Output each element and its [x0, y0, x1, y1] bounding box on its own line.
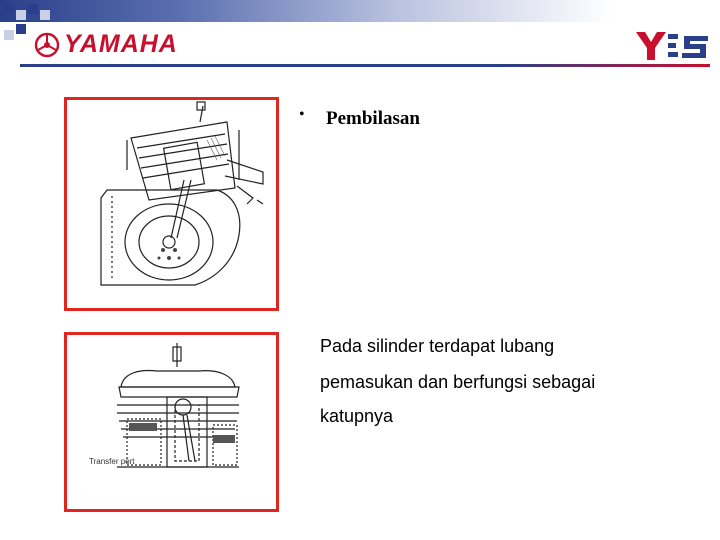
decor-square [16, 24, 26, 34]
yamaha-logo [34, 30, 178, 59]
decor-square [4, 30, 14, 40]
bullet-title: Pembilasan [326, 108, 420, 129]
paragraph-line: pemasukan dan berfungsi sebagai [320, 372, 596, 392]
transfer-port-diagram [67, 335, 276, 509]
decor-square [40, 10, 50, 20]
bullet-marker: • [299, 106, 305, 123]
transfer-port-label: Transfer port [89, 457, 135, 466]
paragraph-line: katupnya [320, 406, 394, 426]
decor-square [28, 4, 38, 14]
header-gradient-band [0, 0, 720, 22]
decor-square [4, 4, 14, 14]
yes-logo-icon [636, 28, 710, 62]
yamaha-emblem-icon [34, 32, 60, 58]
decor-square [16, 10, 26, 20]
yamaha-wordmark: YAMAHA [64, 30, 178, 58]
figure-transfer-port [64, 332, 279, 512]
paragraph-line: Pada silinder terdapat lubang [320, 336, 555, 356]
engine-cutaway-diagram [67, 100, 276, 308]
header-divider-line [20, 64, 710, 67]
figure-engine-cutaway [64, 97, 279, 311]
